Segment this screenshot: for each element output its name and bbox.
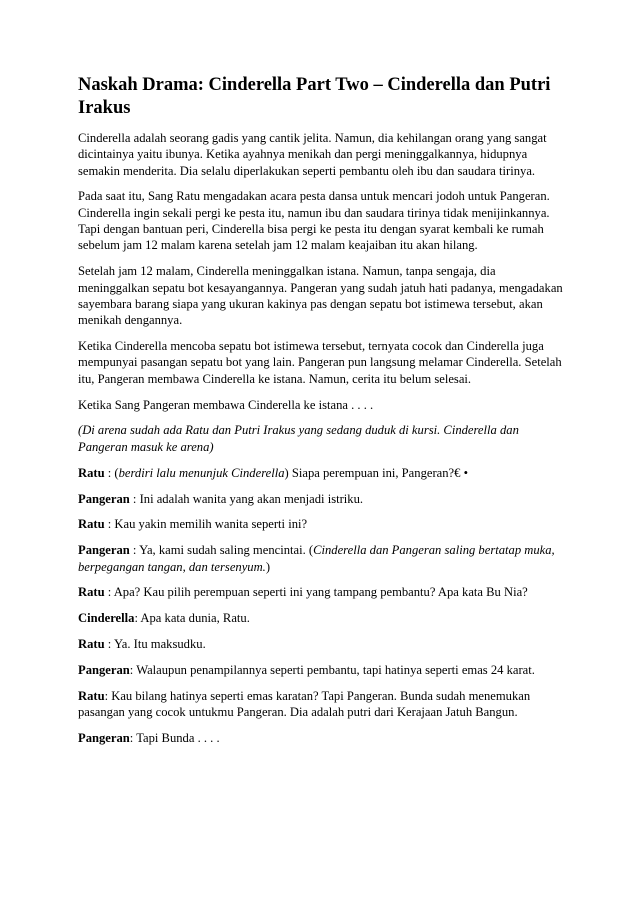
dialogue-line-1 xyxy=(78,465,568,481)
intro-paragraph-2: Pada saat itu, Sang Ratu mengadakan acara pesta dansa untuk mencari jodoh untuk Pangeran. Cinderella ingin sekali pergi ke pesta itu, namun ibu dan saudara tirinya tidak menijinkannya. Tapi dengan bantuan peri, Cinderella bisa pergi ke pesta itu dengan syarat kembali ke rumah sebelum jam 12 malam karena setelah jam 12 malam keajaiban itu akan hilang. xyxy=(78,189,550,253)
speaker-name: Ratu xyxy=(78,585,105,600)
stage-direction-text: (Di arena sudah ada Ratu dan Putri Irakus yang sedang duduk di kursi. Cinderella dan Pangeran masuk ke arena) xyxy=(78,423,519,454)
intro-paragraph-1: Cinderella adalah seorang gadis yang cantik jelita. Namun, dia kehilangan orang yang sangat dicintainya yaitu ibunya. Ketika ayahnya menikah dan pergi meninggalkannya, hidupnya semakin menderita. Dia selalu diperlakukan seperti pembantu oleh ibu dan saudara tirinya. xyxy=(78,131,547,178)
intro-paragraph-3: Setelah jam 12 malam, Cinderella meninggalkan istana. Namun, tanpa sengaja, dia meninggalkan sepatu bot kesayangannya. Pangeran yang sudah jatuh hati padanya, mengadakan sayembara barang siapa yang ukuran kakinya pas dengan sepatu bot istimewa tersebut, akan menikah dengannya. xyxy=(78,264,563,328)
speaker-separator: : xyxy=(104,465,115,480)
line-text: Apa kata dunia, Ratu. xyxy=(140,611,250,626)
speaker-separator: : xyxy=(104,585,114,600)
line-text: Apa? Kau pilih perempuan seperti ini yang tampang pembantu? Apa kata Bu Nia? xyxy=(113,585,528,600)
speaker-name: Pangeran xyxy=(78,731,130,746)
dialogue-line-2 xyxy=(78,491,568,507)
document-title: Naskah Drama: Cinderella Part Two – Cinderella dan Putri Irakus xyxy=(78,75,551,118)
intro-paragraph-5: Ketika Sang Pangeran membawa Cinderella ke istana . . . . xyxy=(78,397,374,412)
dialogue-line-8 xyxy=(78,662,568,678)
speaker-name: Pangeran xyxy=(78,491,130,506)
dialogue-line-5 xyxy=(78,584,568,600)
line-text: Ya. Itu maksudku. xyxy=(113,637,206,652)
line-text: Walaupun penampilannya seperti pembantu, tapi hatinya seperti emas 24 karat. xyxy=(136,663,535,678)
speaker-separator: : xyxy=(104,517,115,532)
dialogue-line-9 xyxy=(78,688,568,721)
line-text: Ini adalah wanita yang akan menjadi istriku. xyxy=(139,491,364,506)
line-direction: Cinderella dan Pangeran saling bertatap muka, berpegangan tangan, dan tersenyum. xyxy=(78,543,555,574)
stage-direction xyxy=(78,422,568,455)
paren-close: ) xyxy=(284,465,292,480)
speaker-name: Cinderella xyxy=(78,611,135,626)
dialogue-line-7 xyxy=(78,636,568,652)
speaker-separator: : xyxy=(129,731,137,746)
paren-open: ( xyxy=(114,465,119,480)
dialogue-line-6 xyxy=(78,610,568,626)
speaker-name: Ratu xyxy=(78,517,105,532)
intro-paragraph-4: Ketika Cinderella mencoba sepatu bot istimewa tersebut, ternyata cocok dan Cinderella juga mempunyai pasangan sepatu bot yang lain. Pangeran pun langsung melamar Cinderella. Setelah itu, Pangeran membawa Cinderella ke istana. Namun, cerita itu belum selesai. xyxy=(78,339,562,386)
speaker-separator: : xyxy=(134,611,141,626)
speaker-separator: : xyxy=(104,689,112,704)
line-text: Siapa perempuan ini, Pangeran?€ • xyxy=(291,465,468,480)
speaker-separator: : xyxy=(129,491,140,506)
dialogue-line-3 xyxy=(78,516,568,532)
line-text: Tapi Bunda . . . . xyxy=(136,731,220,746)
speaker-separator: : xyxy=(129,663,137,678)
speaker-separator: : xyxy=(129,543,140,558)
line-text: Kau bilang hatinya seperti emas karatan? Tapi Pangeran. Bunda sudah menemukan pasangan yang cocok untukmu Pangeran. Dia adalah putri dari Kerajaan Jatuh Bangun. xyxy=(78,689,531,720)
dialogue-line-4 xyxy=(78,542,568,575)
line-text: Ya, kami sudah saling mencintai. xyxy=(139,543,309,558)
speaker-name: Ratu xyxy=(78,637,105,652)
speaker-name: Ratu xyxy=(78,689,105,704)
speaker-separator: : xyxy=(104,637,114,652)
speaker-name: Ratu xyxy=(78,465,105,480)
line-text: Kau yakin memilih wanita seperti ini? xyxy=(114,517,308,532)
paren-open: ( xyxy=(308,543,314,558)
line-direction: berdiri lalu menunjuk Cinderella xyxy=(118,465,285,480)
paren-close: ) xyxy=(265,559,271,574)
dialogue-line-10 xyxy=(78,730,568,746)
speaker-name: Pangeran xyxy=(78,663,130,678)
speaker-name: Pangeran xyxy=(78,543,130,558)
